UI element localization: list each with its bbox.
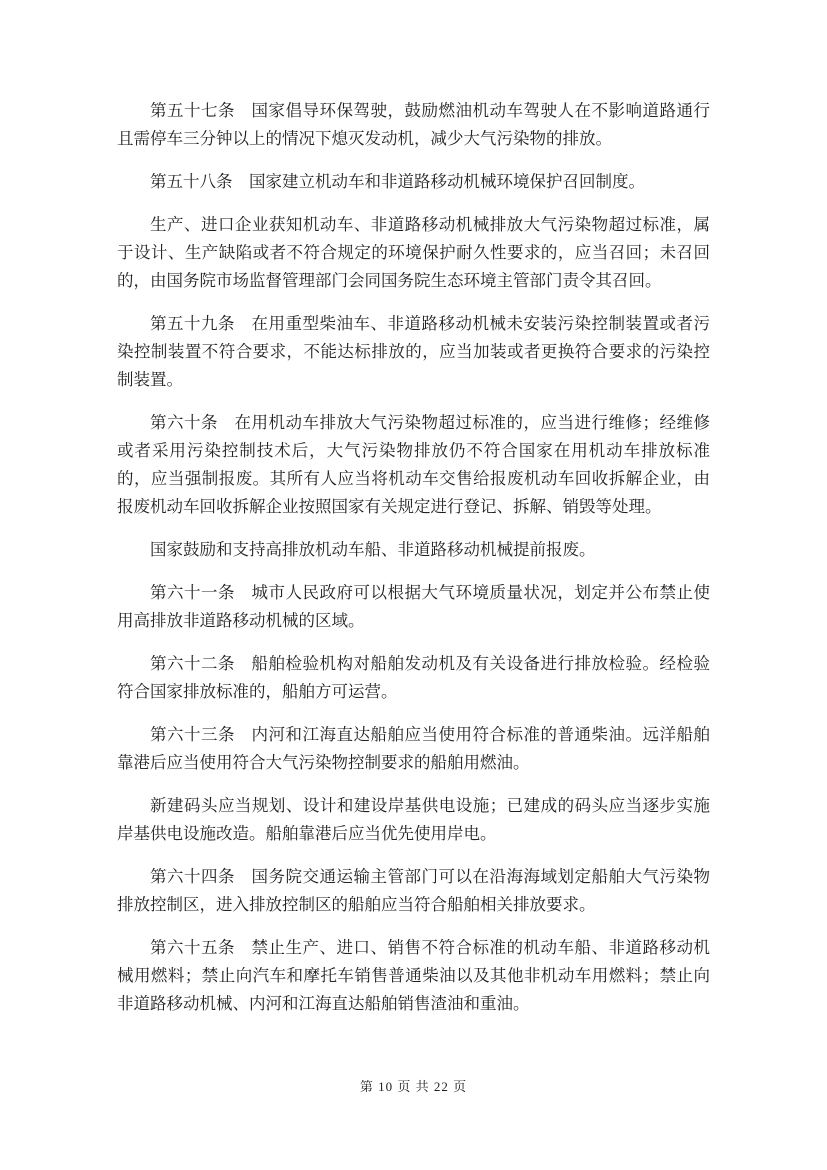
article-number: 第六十四条 (150, 867, 235, 886)
article-paragraph-62 (117, 650, 710, 706)
article-text: 国务院交通运输主管部门可以在沿海海域划定船舶大气污染物排放控制区，进入排放控制区的船舶应当符合船舶相关排放要求。 (117, 867, 710, 914)
paragraph-text: 生产、进口企业获知机动车、非道路移动机械排放大气污染物超过标准，属于设计、生产缺陷或者不符合规定的环境保护耐久性要求的，应当召回；未召回的，由国务院市场监督管理部门会同国务院生态环境主管部门责令其召回。 (117, 215, 710, 290)
article-paragraph-60 (117, 409, 710, 521)
body-paragraph (117, 536, 710, 564)
article-number: 第六十五条 (150, 938, 235, 957)
article-paragraph-61 (117, 579, 710, 635)
article-text: 在用重型柴油车、非道路移动机械未安装污染控制装置或者污染控制装置不符合要求，不能达标排放的，应当加装或者更换符合要求的污染控制装置。 (117, 314, 710, 389)
body-paragraph (117, 792, 710, 848)
article-number: 第六十三条 (150, 725, 235, 744)
article-number: 第六十二条 (150, 654, 235, 673)
article-text: 国家倡导环保驾驶，鼓励燃油机动车驾驶人在不影响道路通行且需停车三分钟以上的情况下熄灭发动机，减少大气污染物的排放。 (117, 101, 710, 148)
article-text: 船舶检验机构对船舶发动机及有关设备进行排放检验。经检验符合国家排放标准的，船舶方可运营。 (117, 654, 710, 701)
article-paragraph-58 (117, 168, 710, 196)
article-text: 国家建立机动车和非道路移动机械环境保护召回制度。 (249, 172, 645, 191)
article-text: 内河和江海直达船舶应当使用符合标准的普通柴油。远洋船舶靠港后应当使用符合大气污染物控制要求的船舶用燃油。 (117, 725, 710, 772)
article-number: 第六十条 (150, 413, 218, 432)
paragraph-text: 新建码头应当规划、设计和建设岸基供电设施；已建成的码头应当逐步实施岸基供电设施改造。船舶靠港后应当优先使用岸电。 (117, 796, 710, 843)
article-number: 第五十七条 (150, 101, 235, 120)
article-number: 第六十一条 (150, 583, 235, 602)
article-text: 城市人民政府可以根据大气环境质量状况，划定并公布禁止使用高排放非道路移动机械的区域。 (117, 583, 710, 630)
article-paragraph-59 (117, 310, 710, 394)
page-number-footer: 第 10 页 共 22 页 (359, 1079, 468, 1094)
document-body (117, 97, 710, 1033)
article-paragraph-65 (117, 934, 710, 1018)
article-text: 在用机动车排放大气污染物超过标准的，应当进行维修；经维修或者采用污染控制技术后，大气污染物排放仍不符合国家在用机动车排放标准的，应当强制报废。其所有人应当将机动车交售给报废机动车回收拆解企业，由报废机动车回收拆解企业按照国家有关规定进行登记、拆解、销毁等处理。 (117, 413, 710, 516)
article-paragraph-57 (117, 97, 710, 153)
article-number: 第五十八条 (150, 172, 233, 191)
paragraph-text: 国家鼓励和支持高排放机动车船、非道路移动机械提前报废。 (150, 540, 596, 559)
body-paragraph (117, 211, 710, 295)
article-paragraph-63 (117, 721, 710, 777)
article-text: 禁止生产、进口、销售不符合标准的机动车船、非道路移动机械用燃料；禁止向汽车和摩托车销售普通柴油以及其他非机动车用燃料；禁止向非道路移动机械、内河和江海直达船舶销售渣油和重油。 (117, 938, 710, 1013)
article-number: 第五十九条 (150, 314, 235, 333)
article-paragraph-64 (117, 863, 710, 919)
